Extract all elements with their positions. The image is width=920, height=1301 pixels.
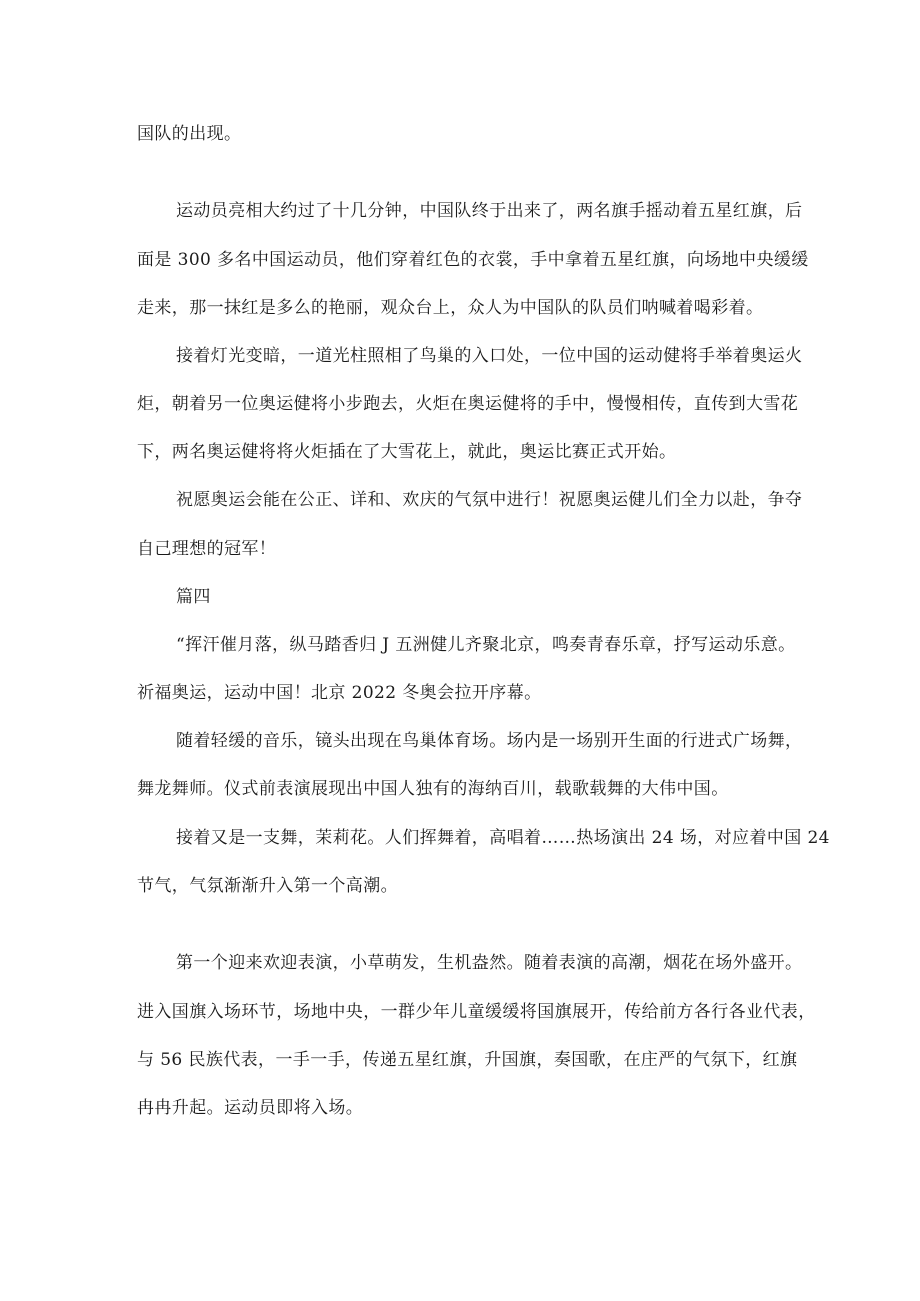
text-line: 与 56 民族代表，一手一手，传递五星红旗，升国旗，奏国歌，在庄严的气氛下，红旗 <box>137 1050 798 1070</box>
text-line: 舞龙舞师。仪式前表演展现出中国人独有的海纳百川，载歌载舞的大伟中国。 <box>137 779 729 799</box>
text-line: 祝愿奥运会能在公正、详和、欢庆的气氛中进行！祝愿奥运健儿们全力以赴，争夺 <box>176 490 803 510</box>
text-line: 进入国旗入场环节，场地中央，一群少年儿童缓缓将国旗展开，传给前方各行各业代表， <box>137 1002 816 1022</box>
text-line: 运动员亮相大约过了十几分钟，中国队终于出来了，两名旗手摇动着五星红旗，后 <box>176 201 803 221</box>
text-line: 下，两名奥运健将将火炬插在了大雪花上，就此，奥运比赛正式开始。 <box>137 442 677 462</box>
text-line: 面是 300 多名中国运动员，他们穿着红色的衣裳，手中拿着五星红旗，向场地中央缓缓 <box>137 250 809 270</box>
text-line: 自己理想的冠军！ <box>137 539 277 559</box>
text-line: “挥汗催月落，纵马踏香归 J 五洲健儿齐聚北京，鸣奏青春乐章，抒写运动乐意。 <box>176 635 796 655</box>
text-line: 接着又是一支舞，茉莉花。人们挥舞着，高唱着……热场演出 24 场，对应着中国 24 <box>176 828 830 848</box>
text-line: 第一个迎来欢迎表演，小草萌发，生机盎然。随着表演的高潮，烟花在场外盛开。 <box>176 953 803 973</box>
text-line: 随着轻缓的音乐，镜头出现在鸟巢体育场。场内是一场别开生面的行进式广场舞， <box>176 731 803 751</box>
text-line: 走来，那一抹红是多么的艳丽，观众台上，众人为中国队的队员们呐喊着喝彩着。 <box>137 298 764 318</box>
section-heading: 篇四 <box>176 587 211 607</box>
text-line: 炬，朝着另一位奥运健将小步跑去，火炬在奥运健将的手中，慢慢相传，直传到大雪花 <box>137 394 799 414</box>
text-line: 国队的出现。 <box>137 124 242 144</box>
text-line: 接着灯光变暗，一道光柱照相了鸟巢的入口处，一位中国的运动健将手举着奥运火 <box>176 346 803 366</box>
text-line: 祈福奥运，运动中国！北京 2022 冬奥会拉开序幕。 <box>137 683 542 703</box>
text-line: 冉冉升起。运动员即将入场。 <box>137 1098 364 1118</box>
text-line: 节气，气氛渐渐升入第一个高潮。 <box>137 876 398 896</box>
